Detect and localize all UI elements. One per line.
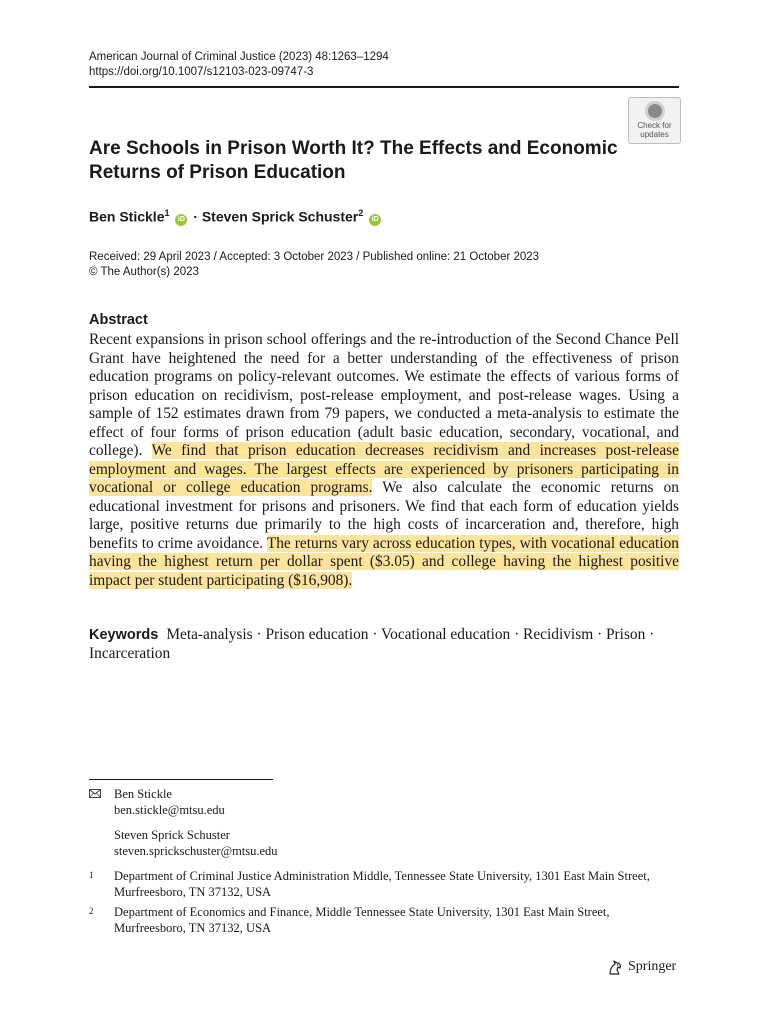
springer-horse-icon [606,958,624,976]
journal-header [89,50,389,80]
abstract-text-2: We also calculate the economic returns on educational investment for prisons and prisoners. We find that each form of education yields large, positive returns due primarily to the high costs of incarceration and, therefore, high benefits to crime avoidance. [89,479,679,552]
check-for-updates-icon [645,101,665,121]
publisher-name: Springer [628,959,677,974]
copyright-line: © The Author(s) 2023 [89,266,199,278]
author-list [89,208,383,226]
correspondence-block [114,787,278,859]
publisher-logo [606,958,676,976]
doi-link[interactable]: https://doi.org/10.1007/s12103-023-09747-3 [89,66,314,78]
orcid-icon[interactable]: iD [175,214,187,226]
corresponding-author-1: Ben Stickle [114,787,172,801]
header-rule [89,86,679,88]
check-for-updates-badge[interactable] [628,97,681,144]
abstract-body [89,331,679,590]
abstract-highlight-2: The returns vary across education types, with vocational education having the highest return per dollar spent ($3.05) and college having the highest positive impact per student participating ($16,908). [89,534,679,589]
journal-citation: American Journal of Criminal Justice (2023) 48:1263–1294 [89,51,389,63]
email-link-2[interactable]: steven.sprickschuster@mtsu.edu [114,843,278,858]
abstract-heading: Abstract [89,312,148,328]
affiliation-text: Department of Criminal Justice Administration Middle, Tennessee State University, 1301 East Main Street, Murfreesboro, TN 37132, USA [114,869,650,899]
author-2-affiliation-mark: 2 [358,208,364,218]
keywords [89,626,679,663]
author-1-name: Ben Stickle [89,208,165,225]
dates-line: Received: 29 April 2023 / Accepted: 3 October 2023 / Published online: 21 October 2023 [89,251,540,263]
publication-dates [89,250,539,280]
affiliation-1 [89,869,679,900]
affiliation-text: Department of Economics and Finance, Middle Tennessee State University, 1301 East Main Street, Murfreesboro, TN 37132, USA [114,905,610,935]
author-1-affiliation-mark: 1 [164,208,170,218]
affiliation-number: 1 [89,870,94,880]
corresponding-author-2: Steven Sprick Schuster [114,828,230,842]
badge-line1: Check for [637,121,672,130]
affiliation-2 [89,905,679,936]
author-2-name: Steven Sprick Schuster [201,208,359,225]
badge-line2: updates [640,130,669,139]
envelope-icon [89,789,101,798]
affiliation-number: 2 [89,906,94,916]
email-link-1[interactable]: ben.stickle@mtsu.edu [114,802,225,817]
orcid-icon[interactable]: iD [369,214,381,226]
keywords-text: Meta-analysis · Prison education · Vocational education · Recidivism · Prison · Incarceration [89,626,655,662]
keywords-label: Keywords [89,627,159,643]
author-separator: · [193,208,198,225]
footnote-rule [89,779,273,780]
abstract-highlight-1: We find that prison education decreases recidivism and increases post-release employment and wages. The largest effects are experienced by prisoners participating in vocational or college education programs. [89,442,680,496]
article-title: Are Schools in Prison Worth It? The Effects and Economic Returns of Prison Education [89,138,618,183]
abstract-text-1: Recent expansions in prison school offerings and the re-introduction of the Second Chance Pell Grant have heightened the need for a better understanding of the effectiveness of prison education programs on policy-relevant outcomes. We estimate the effects of various forms of prison education on recidivism, post-release employment, and post-release wages. Using a sample of 152 estimates drawn from 79 papers, we conducted a meta-analysis to estimate the effect of four forms of prison education (adult basic education, secondary, vocational, and college). [89,331,679,459]
